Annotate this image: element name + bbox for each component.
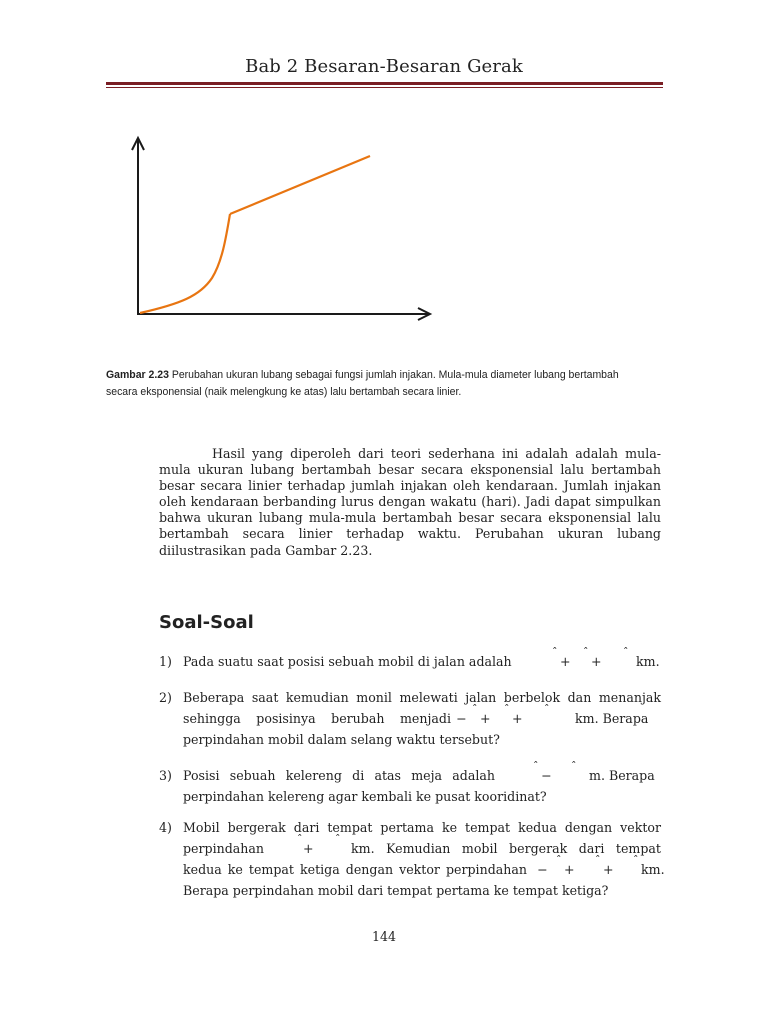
- question-body: [183, 760, 661, 810]
- question-text: sehingga posisinya berubah menjadi: [183, 711, 451, 726]
- question-line: [183, 820, 661, 841]
- question-line: [183, 646, 661, 675]
- question-body: [183, 820, 665, 904]
- unit-vector-hat: ˆ: [633, 854, 639, 867]
- header-rule-thick: [106, 82, 663, 85]
- question-line: [183, 732, 661, 753]
- question-line: [183, 690, 661, 711]
- operator-minus: −: [541, 768, 552, 783]
- question-line: [183, 883, 661, 904]
- section-title-soal: Soal-Soal: [159, 612, 254, 633]
- paragraph-text: Hasil yang diperoleh dari teori sederhana ini adalah adalah mula-mula ukuran lubang bertambah besar secara eksponensial lalu bertambah besar secara linier terhadap jumlah injakan oleh kendaraan. Jumlah injakan oleh kendaraan berbanding lurus dengan wakatu (hari). Jadi dapat simpulkan bahwa ukuran lubang mula-mula bertambah besar secara eksponensial lalu bertambah secara linier terhadap waktu. Perubahan ukuran lubang diilustrasikan pada Gambar 2.23.: [159, 446, 661, 558]
- operator-minus: −: [456, 711, 467, 726]
- question-text: perpindahan kelereng agar kembali ke pusat kooridinat?: [183, 789, 547, 804]
- x-axis: [137, 308, 430, 320]
- exponential-curve: [140, 214, 230, 313]
- unit-text: km.: [641, 862, 665, 877]
- question-number: 1): [159, 654, 172, 669]
- y-axis: [132, 138, 144, 314]
- unit-vector-hat: ˆ: [533, 760, 539, 773]
- question-line: [183, 789, 661, 810]
- unit-vector-hat: ˆ: [623, 646, 629, 659]
- unit-vector-hat: ˆ: [472, 703, 478, 716]
- operator-plus: +: [512, 711, 523, 726]
- question-line: [183, 760, 661, 789]
- question-text: Pada suatu saat posisi sebuah mobil di jalan adalah: [183, 654, 512, 669]
- operator-plus: +: [480, 711, 491, 726]
- question-body: [183, 690, 661, 753]
- question-line: [183, 703, 661, 732]
- question-text: Beberapa saat kemudian monil melewati jalan berbelok dan menanjak: [183, 690, 661, 705]
- unit-vector-hat: ˆ: [552, 646, 558, 659]
- unit-vector-hat: ˆ: [544, 703, 550, 716]
- operator-plus: +: [591, 654, 602, 669]
- body-paragraph: [159, 446, 661, 559]
- question-text: Posisi sebuah kelereng di atas meja adalah: [183, 768, 495, 783]
- operator-minus: −: [537, 862, 548, 877]
- figure-caption: [106, 367, 621, 401]
- operator-plus: +: [303, 841, 314, 856]
- hole-size-growth-figure: [120, 128, 440, 328]
- caption-text: Perubahan ukuran lubang sebagai fungsi jumlah injakan. Mula-mula diameter lubang bertambah secara eksponensial (naik melengkung ke atas) lalu bertambah secara linier.: [106, 369, 619, 398]
- unit-vector-hat: ˆ: [297, 833, 303, 846]
- question-number: 4): [159, 820, 172, 835]
- question-text: perpindahan: [183, 841, 265, 856]
- page-header-title: Bab 2 Besaran-Besaran Gerak: [245, 56, 523, 77]
- unit-vector-hat: ˆ: [335, 833, 341, 846]
- question-number: 3): [159, 768, 172, 783]
- unit-vector-hat: ˆ: [583, 646, 589, 659]
- question-text: Mobil bergerak dari tempat pertama ke tempat kedua dengan vektor: [183, 820, 661, 835]
- question-text: perpindahan mobil dalam selang waktu tersebut?: [183, 732, 500, 747]
- page-number: 144: [371, 929, 397, 944]
- operator-plus: +: [603, 862, 614, 877]
- question-body: [183, 646, 661, 675]
- unit-vector-hat: ˆ: [571, 760, 577, 773]
- operator-plus: +: [564, 862, 575, 877]
- unit-vector-hat: ˆ: [556, 854, 562, 867]
- question-line: [183, 833, 661, 862]
- question-text: km. Kemudian mobil bergerak dari tempat: [351, 841, 661, 856]
- question-number: 2): [159, 690, 172, 705]
- unit-vector-hat: ˆ: [504, 703, 510, 716]
- question-line: [183, 854, 665, 883]
- question-text: kedua ke tempat ketiga dengan vektor perpindahan: [183, 862, 527, 877]
- operator-plus: +: [560, 654, 571, 669]
- unit-vector-hat: ˆ: [595, 854, 601, 867]
- linear-segment: [230, 156, 370, 214]
- unit-text: m. Berapa: [589, 768, 655, 783]
- question-text: Berapa perpindahan mobil dari tempat pertama ke tempat ketiga?: [183, 883, 609, 898]
- unit-text: km.: [636, 654, 660, 669]
- unit-text: km. Berapa: [575, 711, 649, 726]
- caption-label: Gambar 2.23: [106, 369, 169, 381]
- header-rule-thin: [106, 87, 663, 88]
